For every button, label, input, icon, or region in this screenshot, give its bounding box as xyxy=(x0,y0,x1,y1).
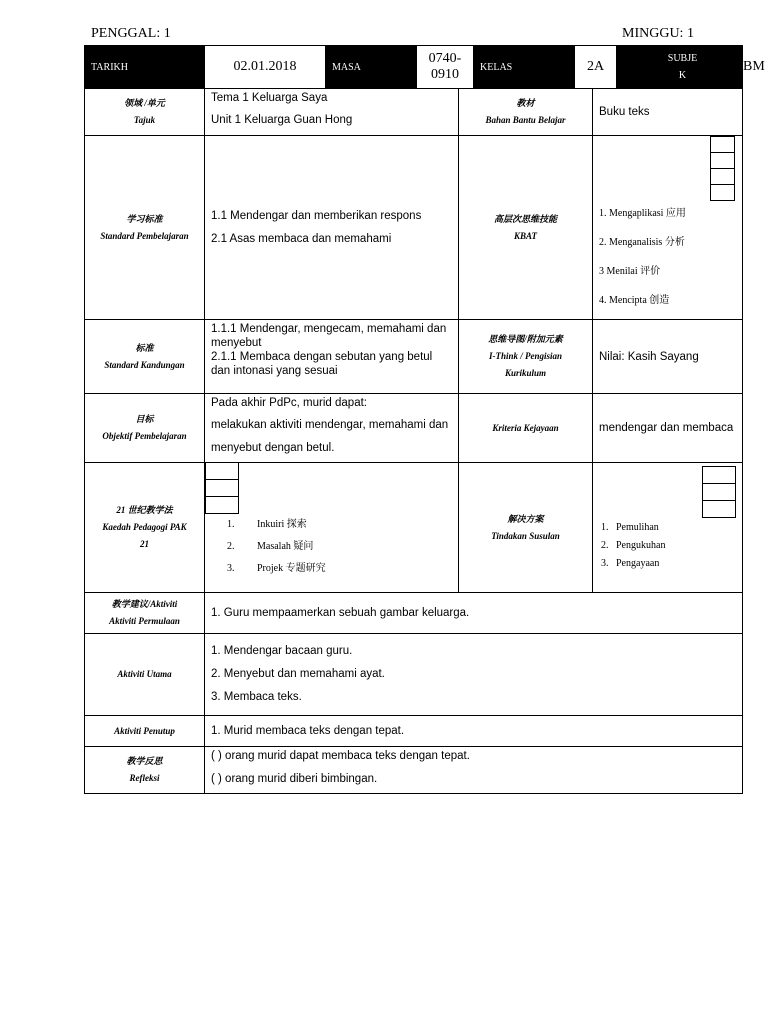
list-item: 1. Inkuiri 探索 xyxy=(227,519,307,530)
list-item: 2. Pengukuhan xyxy=(601,540,666,551)
checkbox[interactable] xyxy=(702,484,736,501)
row-tajuk xyxy=(85,89,743,136)
permulaan-value: 1. Guru mempaamerkan sebuah gambar keluarga. xyxy=(205,593,743,634)
bahan-label: 教材 Bahan Bantu Belajar xyxy=(459,89,593,136)
checkbox[interactable] xyxy=(710,185,735,201)
list-item: 3. Projek 专题研究 xyxy=(227,563,326,574)
term-label: PENGGAL: 1 xyxy=(91,26,171,41)
row-permulaan xyxy=(85,593,743,634)
row-standard-kandungan xyxy=(85,320,743,394)
row-standard-pembelajaran xyxy=(85,136,743,320)
class-label: KELAS xyxy=(474,46,575,89)
kaedah-cell xyxy=(205,463,459,593)
kbat-checkboxes xyxy=(710,136,735,201)
class-value: 2A xyxy=(575,46,617,89)
kbat-label: 高层次思维技能 KBAT xyxy=(459,136,593,320)
sk-value: 1.1.1 Mendengar, mengecam, memahami dan menyebut 2.1.1 Membaca dengan sebutan yang betul dan intonasi yang sesuai xyxy=(205,320,459,394)
lesson-plan-body xyxy=(84,88,743,794)
checkbox[interactable] xyxy=(710,153,735,169)
tindakan-checkboxes xyxy=(702,466,736,518)
sp-label: 学习标准 Standard Pembelajaran xyxy=(85,136,205,320)
checkbox[interactable] xyxy=(702,466,736,484)
row-utama xyxy=(85,634,743,716)
utama-value: 1. Mendengar bacaan guru. 2. Menyebut dan memahami ayat. 3. Membaca teks. xyxy=(205,634,743,716)
row-objektif xyxy=(85,394,743,463)
date-value: 02.01.2018 xyxy=(205,46,326,89)
sk-label: 标准 Standard Kandungan xyxy=(85,320,205,394)
checkbox[interactable] xyxy=(710,136,735,153)
checkbox[interactable] xyxy=(710,169,735,185)
lesson-plan-table xyxy=(84,45,765,89)
row-refleksi xyxy=(85,747,743,794)
objektif-value: Pada akhir PdPc, murid dapat: melakukan aktiviti mendengar, memahami dan menyebut dengan betul. xyxy=(205,394,459,463)
date-label: TARIKH xyxy=(85,46,205,89)
kriteria-value: mendengar dan membaca xyxy=(593,394,743,463)
kbat-cell xyxy=(593,136,743,320)
list-item: 2. Masalah 疑问 xyxy=(227,541,314,552)
kaedah-label: 21 世纪教学法 Kaedah Pedagogi PAK 21 xyxy=(85,463,205,593)
bahan-value: Buku teks xyxy=(593,89,743,136)
penutup-label: Aktiviti Penutup xyxy=(85,716,205,747)
refleksi-label: 教学反思 Refleksi xyxy=(85,747,205,794)
checkbox[interactable] xyxy=(205,480,239,497)
tindakan-cell xyxy=(593,463,743,593)
objektif-label: 目标 Objektif Pembelajaran xyxy=(85,394,205,463)
checkbox[interactable] xyxy=(702,501,736,518)
list-item: 3. Pengayaan xyxy=(601,558,660,569)
penutup-value: 1. Murid membaca teks dengan tepat. xyxy=(205,716,743,747)
info-row: TARIKH 02.01.2018 MASA 0740-0910 KELAS 2A SUBJE K BM xyxy=(85,46,743,89)
checkbox[interactable] xyxy=(205,463,239,480)
utama-label: Aktiviti Utama xyxy=(85,634,205,716)
row-kaedah xyxy=(85,463,743,593)
tajuk-value: Tema 1 Keluarga Saya Unit 1 Keluarga Guan Hong xyxy=(205,89,459,136)
checkbox[interactable] xyxy=(205,497,239,514)
time-value: 0740-0910 xyxy=(417,46,474,89)
ithink-label: 思维导图/附加元素 I-Think / Pengisian Kurikulum xyxy=(459,320,593,394)
time-label: MASA xyxy=(326,46,417,89)
sp-value: 1.1 Mendengar dan memberikan respons 2.1 Asas membaca dan memahami xyxy=(205,136,459,320)
ithink-value: Nilai: Kasih Sayang xyxy=(593,320,743,394)
row-penutup xyxy=(85,716,743,747)
permulaan-label: 教学建议/Aktiviti Aktiviti Permulaan xyxy=(85,593,205,634)
tindakan-label: 解决方案 Tindakan Susulan xyxy=(459,463,593,593)
list-item: 1. Pemulihan xyxy=(601,522,659,533)
subject-label-line1: SUBJE xyxy=(667,53,698,64)
kriteria-label: Kriteria Kejayaan xyxy=(459,394,593,463)
subject-label-line2: K xyxy=(678,70,687,81)
week-label: MINGGU: 1 xyxy=(622,26,694,41)
kbat-list: 1. Mengaplikasi 应用 2. Menganalisis 分析 3 Menilai 评价 4. Mencipta 创造 xyxy=(599,208,686,306)
refleksi-value: ( ) orang murid dapat membaca teks dengan tepat. ( ) orang murid diberi bimbingan. xyxy=(205,747,743,794)
tindakan-list xyxy=(593,519,742,573)
kaedah-list xyxy=(205,514,458,580)
tajuk-label: 领域 /单元 Tajuk xyxy=(85,89,205,136)
kaedah-checkboxes xyxy=(205,463,239,514)
subject-label xyxy=(617,46,743,89)
